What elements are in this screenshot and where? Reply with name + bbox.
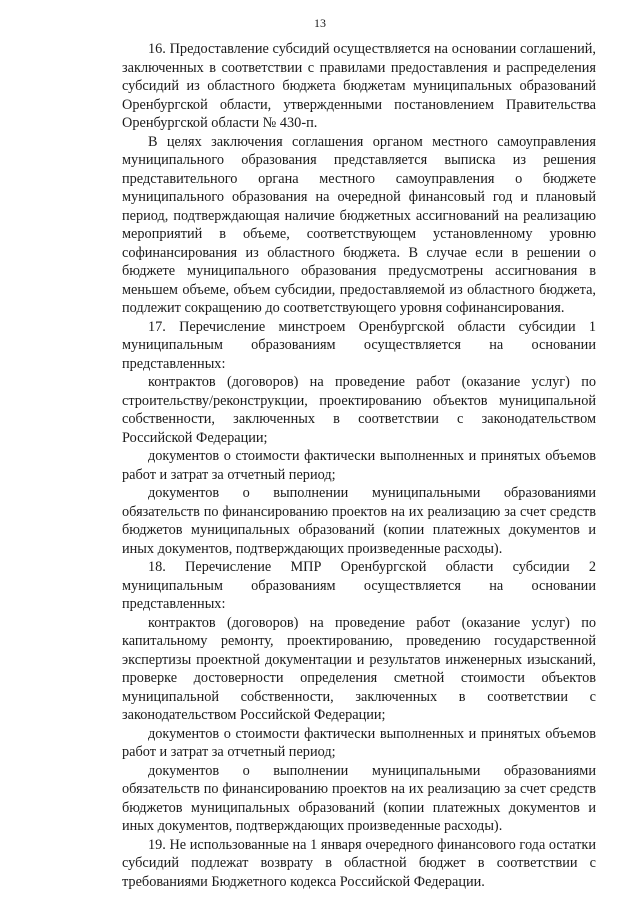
paragraph-17-contracts: контрактов (договоров) на проведение работ (оказание услуг) по строительству/реконструкции, проектированию объектов муниципальной собственности, заключенных в соответствии с законодательством Российской Федерации; <box>122 374 596 446</box>
paragraph-16: 16. Предоставление субсидий осуществляется на основании соглашений, заключенных в соответствии с правилами предоставления и распределения субсидий из областного бюджета бюджетам муниципальных образований Оренбургской области, утвержденными постановлением Правительства Оренбургской области № 430-п. <box>122 41 596 131</box>
paragraph-16-agreement: В целях заключения соглашения органом местного самоуправления муниципального образования представляется выписка из решения представительного органа местного самоуправления о бюджете муниципального образования на очередной финансовый год и плановый период, подтверждающая наличие бюджетных ассигнований на реализацию мероприятий в объеме, соответствующем установленному уровню софинансирования из областного бюджета. В случае если в решении о бюджете муниципального образования предусмотрены ассигнования в меньшем объеме, объем субсидии, предоставляемой из областного бюджета, подлежит сокращению до соответствующего уровня софинансирования. <box>122 133 596 316</box>
paragraph-17-obligation-documents: документов о выполнении муниципальными образованиями обязательств по финансированию проектов на их реализацию за счет средств бюджетов муниципальных образований (копии платежных документов и иных документов, подтверждающих произведенные расходы). <box>122 485 596 557</box>
paragraph-17: 17. Перечисление минстроем Оренбургской области субсидии 1 муниципальным образованиям осуществляется на основании представленных: <box>122 318 596 372</box>
paragraph-18-contracts: контрактов (договоров) на проведение работ (оказание услуг) по капитальному ремонту, проектированию, проведению государственной экспертизы проектной документации и результатов инженерных изысканий, проверке достоверности определения сметной стоимости объектов муниципальной собственности, заключенных в соответствии с законодательством Российской Федерации; <box>122 614 596 723</box>
page-number: 13 <box>314 16 326 30</box>
paragraph-17-cost-documents: документов о стоимости фактически выполненных и принятых объемов работ и затрат за отчетный период; <box>122 448 596 483</box>
paragraph-19: 19. Не использованные на 1 января очередного финансового года остатки субсидий подлежат возврату в областной бюджет в соответствии с требованиями Бюджетного кодекса Российской Федерации. <box>122 836 596 890</box>
paragraph-18-obligation-documents: документов о выполнении муниципальными образованиями обязательств по финансированию проектов на их реализацию за счет средств бюджетов муниципальных образований (копии платежных документов и иных документов, подтверждающих произведенные расходы). <box>122 762 596 834</box>
paragraph-18-cost-documents: документов о стоимости фактически выполненных и принятых объемов работ и затрат за отчетный период; <box>122 725 596 760</box>
document-body <box>122 40 596 891</box>
paragraph-18: 18. Перечисление МПР Оренбургской области субсидии 2 муниципальным образованиям осуществляется на основании представленных: <box>122 559 596 612</box>
